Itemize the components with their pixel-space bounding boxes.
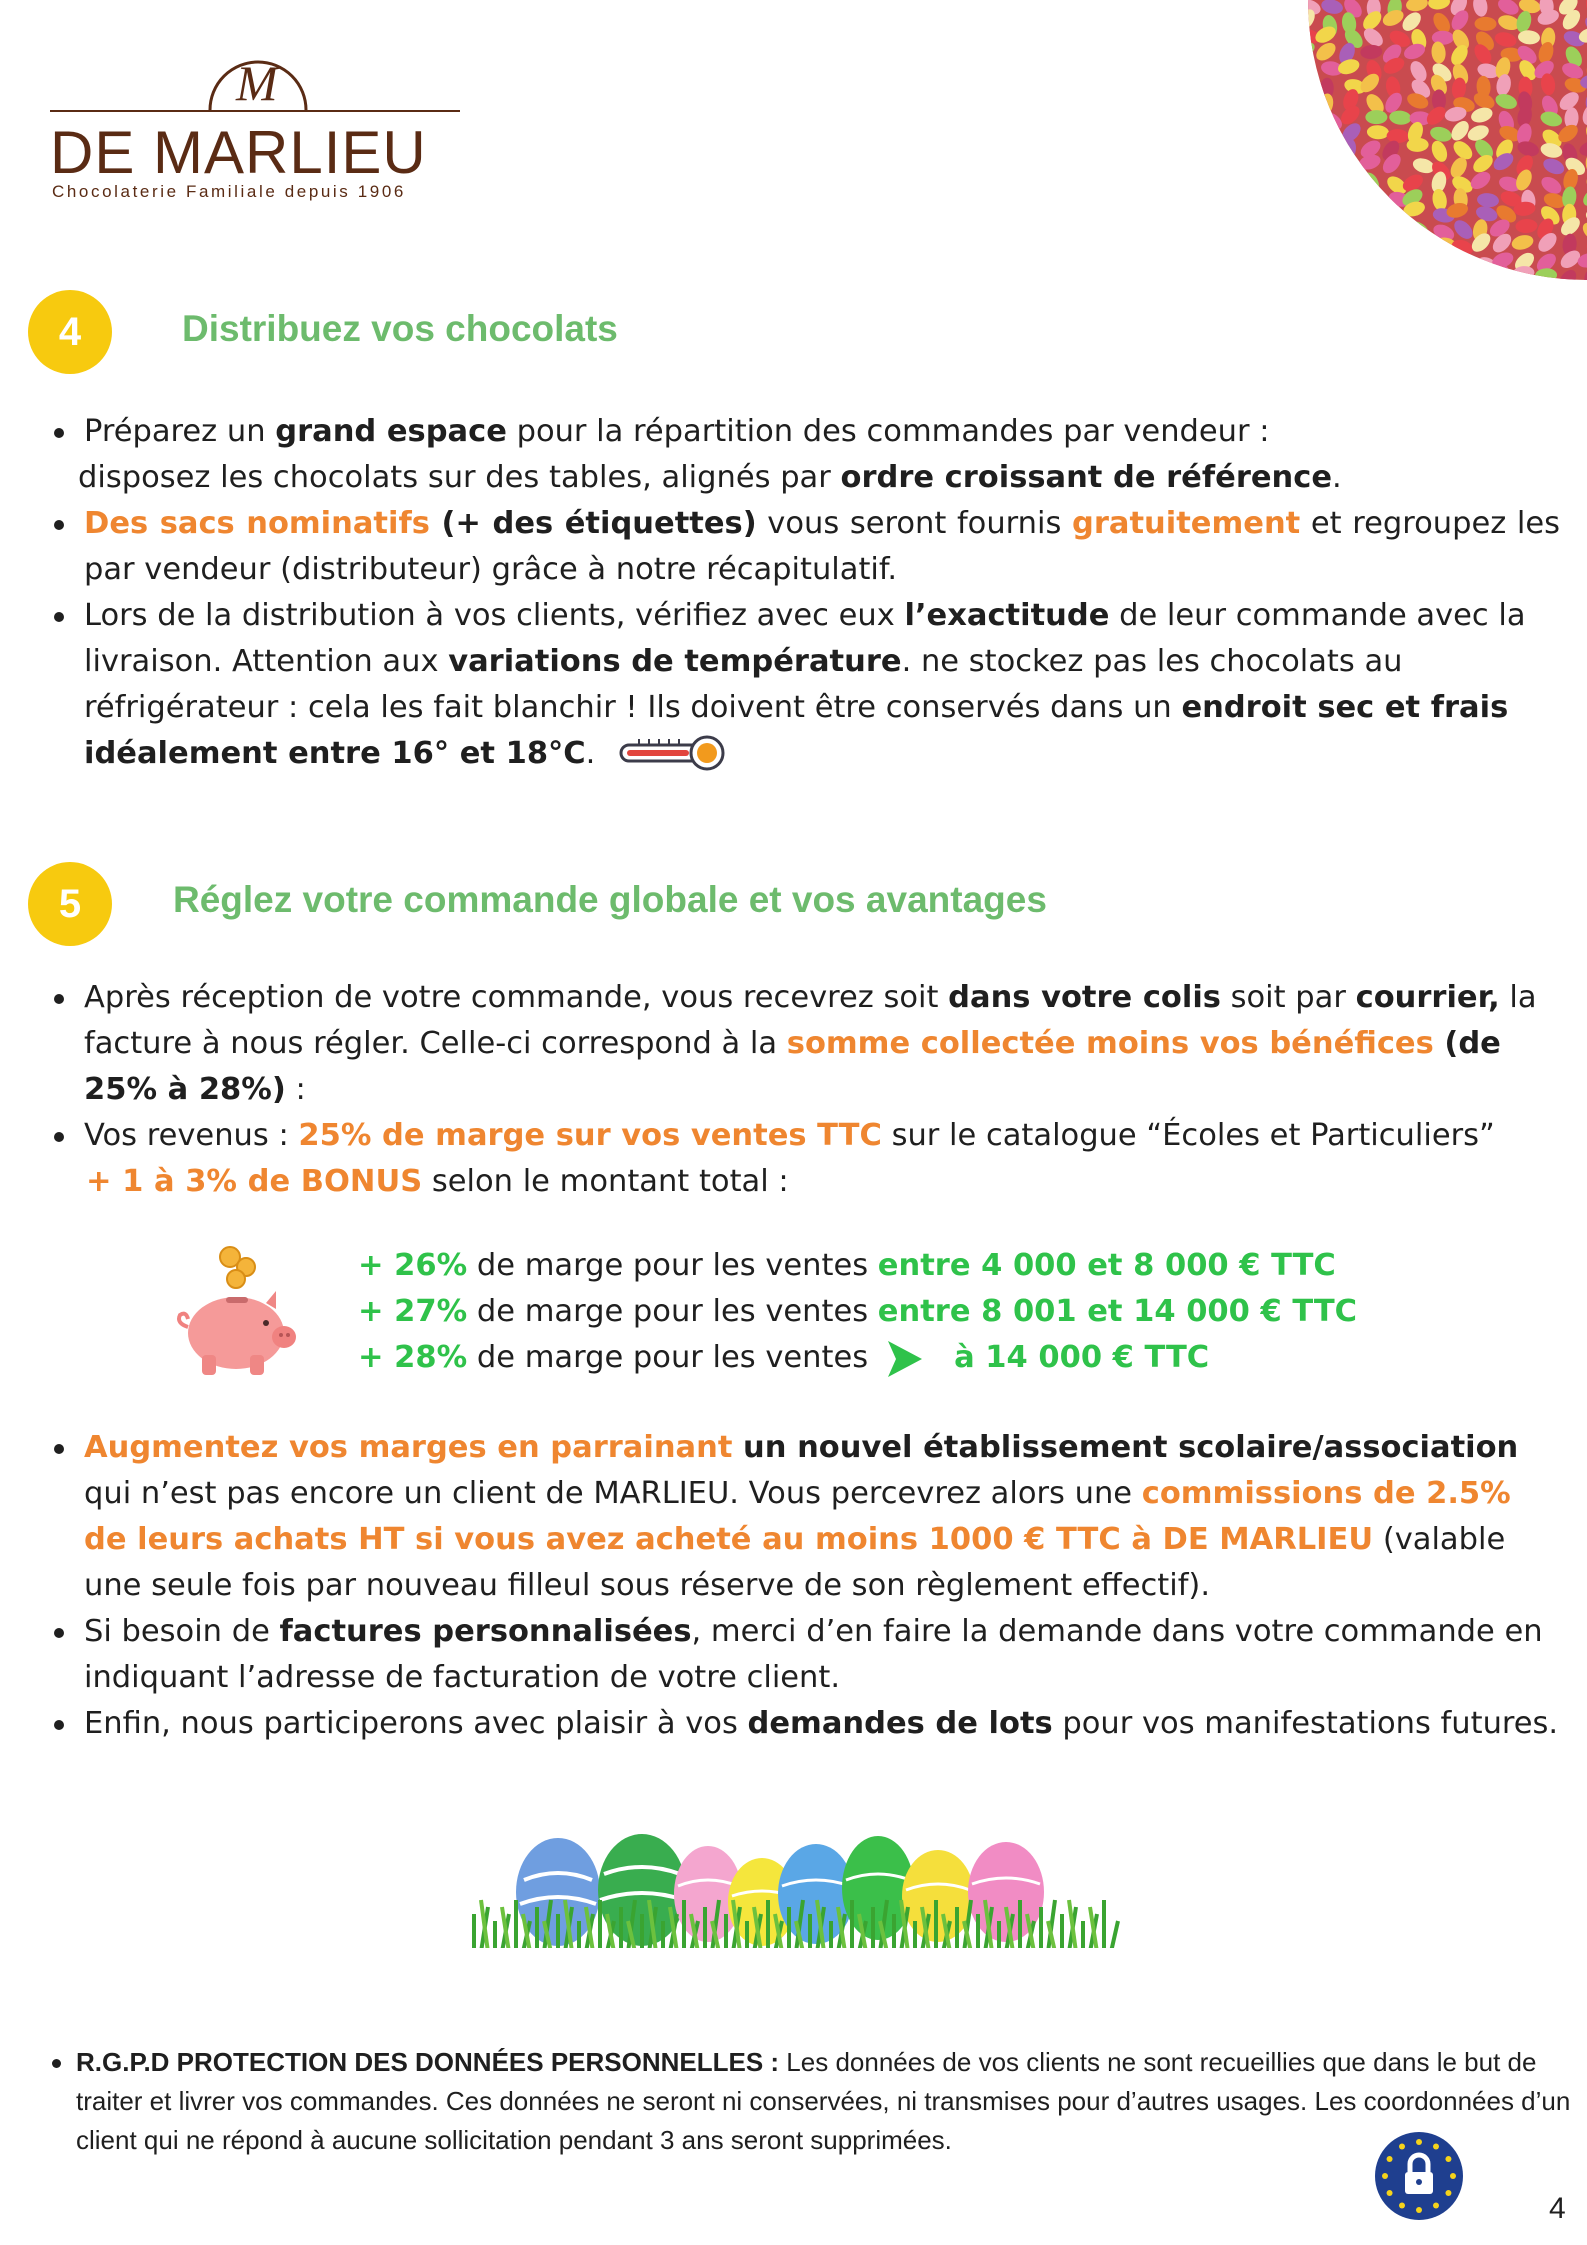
grass-blade	[1111, 1921, 1118, 1952]
jelly-bean	[1322, 255, 1346, 273]
eu-star	[1445, 2156, 1451, 2162]
jelly-bean	[1381, 265, 1407, 280]
jelly-bean	[1308, 123, 1319, 148]
jelly-bean	[1357, 235, 1382, 261]
section-5-list-top	[48, 975, 1560, 1205]
section-5-title: Réglez votre commande globale et vos avantages	[173, 879, 1047, 920]
jelly-bean	[1450, 264, 1474, 280]
tier-row: + 28% de marge pour les ventes à 14 000 € TTC	[358, 1335, 1357, 1381]
brand-name: DE MARLIEU	[50, 119, 427, 186]
jelly-bean	[1432, 254, 1447, 277]
eu-star	[1387, 2156, 1393, 2162]
jelly-bean	[1308, 89, 1320, 112]
jelly-bean	[1384, 221, 1405, 247]
tier-row: + 27% de marge pour les ventes entre 8 001 et 14 000 € TTC	[358, 1294, 1358, 1329]
jelly-bean	[1319, 201, 1341, 227]
jelly-bean	[1432, 269, 1457, 280]
jelly-bean	[1402, 246, 1428, 270]
jelly-bean	[1319, 156, 1345, 180]
jelly-bean	[1473, 265, 1489, 280]
bonus-tiers	[358, 1243, 1357, 1381]
list-item: Augmentez vos marges en parrainant un nouvel établissement scolaire/association qui n’est pas encore un client de MARLIEU. Vous percevrez alors une commissions de 2.5% de leurs achats HT si vous avez acheté au moins 1000 € TTC à DE MARLIEU (valable une seule fois par nouveau filleul sous réserve de son règlement effectif).	[48, 1425, 1560, 1609]
list-item: Enfin, nous participerons avec plaisir à vos demandes de lots pour vos manifestations futures.	[48, 1701, 1560, 1747]
brand-tagline: Chocolaterie Familiale depuis 1906	[52, 182, 406, 201]
jelly-bean	[1358, 186, 1384, 209]
jelly-bean	[1400, 235, 1424, 252]
monogram-icon	[50, 38, 470, 118]
jelly-bean	[1357, 251, 1381, 269]
jelly-bean	[1362, 202, 1380, 226]
eu-star	[1387, 2190, 1393, 2196]
jelly-bean	[1317, 230, 1341, 256]
jelly-bean	[1313, 121, 1339, 144]
section-4-list	[48, 409, 1560, 777]
step-number-5: 5	[28, 862, 112, 946]
jelly-beans-image	[1308, 0, 1587, 280]
rgpd-text: Les données de vos clients ne sont recueillies que dans le but de traiter et livrer vos commandes. Ces données ne seront ni conservées, ni transmises pour d’autres usages. Les coordonnées d’un client qui ne répond à aucune sollicitation pendant 3 ans seront supprimées.	[76, 2047, 1571, 2155]
jelly-bean	[1317, 215, 1341, 241]
eu-star	[1433, 2144, 1439, 2150]
eu-star	[1450, 2173, 1456, 2179]
greater-than-icon	[882, 1337, 926, 1381]
eu-star	[1399, 2144, 1405, 2150]
jelly-bean	[1308, 199, 1317, 225]
jelly-bean	[1405, 266, 1431, 280]
section-5-list-bottom	[48, 1425, 1560, 1747]
page-number: 4	[1549, 2192, 1566, 2225]
easter-eggs-image	[470, 1830, 1120, 1965]
section-4-title: Distribuez vos chocolats	[182, 308, 618, 349]
jelly-bean	[1308, 234, 1321, 256]
list-item: Vos revenus : 25% de marge sur vos ventes TTC sur le catalogue “Écoles et Particuliers” + 1 à 3% de BONUS selon le montant total :	[48, 1113, 1560, 1205]
eu-star	[1416, 2207, 1422, 2213]
piggy-bank-icon	[172, 1245, 298, 1381]
jelly-bean	[1338, 235, 1361, 261]
eu-star	[1382, 2173, 1388, 2179]
eu-star	[1445, 2190, 1451, 2196]
jelly-bean	[1344, 205, 1367, 221]
list-item: Après réception de votre commande, vous recevrez soit dans votre colis soit par courrier, la facture à nous régler. Celle-ci correspond à la somme collectée moins vos bénéfices (de 25% à 28%) :	[48, 975, 1560, 1113]
step-number-4: 4	[28, 290, 112, 374]
jelly-bean	[1383, 236, 1408, 261]
jelly-bean	[1319, 171, 1345, 192]
jelly-bean	[1334, 185, 1360, 209]
jelly-bean	[1308, 266, 1318, 280]
jelly-bean	[1311, 136, 1337, 161]
rgpd-notice	[52, 2043, 1572, 2160]
jelly-bean	[1308, 157, 1321, 175]
jelly-bean	[1313, 185, 1337, 211]
jelly-bean	[1308, 168, 1317, 193]
jelly-bean	[1314, 266, 1339, 280]
tier-row: + 26% de marge pour les ventes entre 4 000 et 8 000 € TTC	[358, 1248, 1336, 1283]
jelly-bean	[1387, 254, 1409, 268]
jelly-bean	[1335, 218, 1359, 235]
eu-star	[1416, 2139, 1422, 2145]
jelly-bean	[1308, 140, 1323, 166]
jelly-bean	[1308, 105, 1316, 130]
jelly-bean	[1365, 110, 1387, 124]
list-item	[52, 2043, 1572, 2160]
jelly-bean	[1456, 255, 1479, 270]
list-item: Lors de la distribution à vos clients, vérifiez avec eux l’exactitude de leur commande avec la livraison. Attention aux variations de température. ne stockez pas les chocolats au réfrigérateur : cela les fait blanchir ! Ils doivent être conservés dans un endroit sec et frais idéalement entre 16° et 18°C.	[48, 593, 1560, 777]
jelly-bean	[1341, 169, 1361, 194]
jelly-bean	[1308, 183, 1318, 209]
eu-star	[1399, 2202, 1405, 2208]
jelly-bean	[1308, 223, 1324, 239]
jelly-bean	[1341, 266, 1367, 280]
jelly-bean	[1339, 252, 1364, 272]
jelly-bean	[1361, 266, 1380, 280]
rgpd-label: R.G.P.D PROTECTION DES DONNÉES PERSONNELLES :	[76, 2047, 780, 2077]
list-item: Si besoin de factures personnalisées, merci d’en faire la demande dans votre commande en indiquant l’adresse de facturation de votre client.	[48, 1609, 1560, 1701]
eu-star	[1433, 2202, 1439, 2208]
jelly-bean	[1364, 219, 1389, 239]
jelly-bean	[1308, 250, 1317, 275]
thermometer-icon	[617, 733, 727, 773]
brand-logo	[50, 38, 470, 208]
monogram-letter: M	[236, 55, 278, 111]
list-item: Des sacs nominatifs (+ des étiquettes) vous seront fournis gratuitement et regroupez les par vendeur (distributeur) grâce à notre récapitulatif.	[48, 501, 1560, 593]
list-item: Préparez un grand espace pour la répartition des commandes par vendeur : disposez les chocolats sur des tables, alignés par ordre croissant de référence.	[48, 409, 1560, 501]
eu-lock-icon	[1373, 2130, 1465, 2222]
